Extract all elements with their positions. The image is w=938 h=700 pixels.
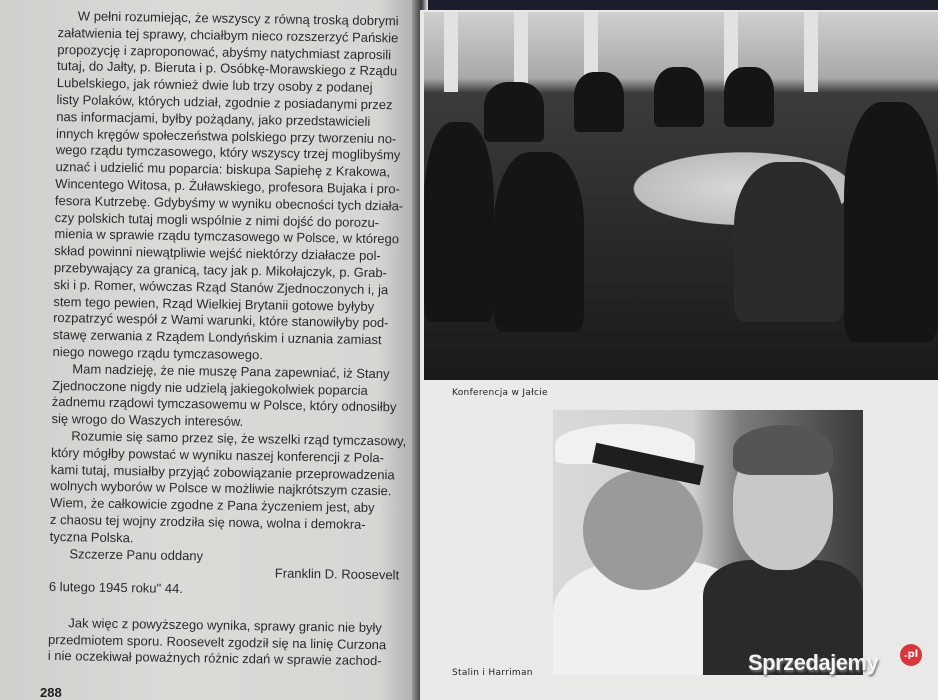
text-line: żadnemu rządowi tymczasowemu w Polsce, który odnosiłby (51, 394, 397, 415)
photo-caption-stalin-harriman: Stalin i Harriman (452, 668, 533, 678)
text-line: W pełni rozumiejąc, że wszyscy z równą troską dobrymi (77, 8, 399, 29)
photo-caption-yalta: Konferencja w Jałcie (452, 388, 548, 398)
page-number: 288 (40, 685, 62, 700)
text-line: fesora Kutrzebę. Gdybyśmy w wyniku obecności tych działa- (54, 192, 404, 214)
text-line: Szczerze Panu oddany (69, 545, 204, 563)
text-line: wego rządu tymczasowego, który wszyscy trzej moglibyśmy (55, 142, 401, 163)
text-line: listy Polaków, których udział, zgodnie z posiadanymi przez (56, 91, 393, 113)
text-line: Mam nadzieję, że nie muszę Pana zapewniać, iż Stany (72, 361, 390, 381)
text-line: mienia w sprawie rządu tymczasowego w Polsce, w którego (54, 226, 400, 247)
text-line: 6 lutego 1945 roku" 44. (48, 579, 184, 597)
text-line: Jak więc z powyższego wynika, sprawy granic nie były (68, 615, 383, 636)
text-line: stem tego pewien, Rząd Wielkiej Brytanii gotowe byłyby (53, 293, 375, 314)
photo-stalin-harriman (553, 410, 863, 675)
text-line: propozycję i zaproponować, abyśmy natychmiast zaprosili (57, 41, 392, 62)
watermark-badge: .pl (900, 644, 922, 666)
text-line: stawę zerwania z Rządem Londyńskim i uznania zamiast (52, 327, 382, 348)
text-line: kami tutaj, musiałby przyjąć zobowiązanie przeprowadzenia (50, 461, 395, 482)
text-line: z chaosu tej wojny zrodziła się nowa, wolna i demokra- (49, 511, 366, 532)
text-line: Wiem, że całkowicie zgodne z Pana życzeniem jest, aby (50, 495, 375, 516)
text-line: skład powinni niewątpliwie wejść niektórzy działacze pol- (54, 243, 381, 264)
text-line: wolnych wyborów w Polsce w możliwie najkrótszym czasie. (50, 478, 392, 499)
text-line: przebywający za granicą, tacy jak p. Mikołajczyk, p. Grab- (53, 259, 388, 281)
text-line: się wrogo do Waszych interesów. (51, 411, 244, 430)
text-line: Lubelskiego, jak również dwie lub trzy osoby z podanej (56, 75, 373, 96)
text-line: Franklin D. Roosevelt (274, 565, 400, 583)
text-line: który mógłby powstać w wyniku naszej konferencji z Pola- (50, 444, 385, 465)
text-line: Zjednoczone nigdy nie udzielą jakiegokolwiek poparcia (51, 377, 368, 398)
text-line: Wincentego Witosa, p. Żuławskiego, profesora Bujaka i pro- (55, 175, 400, 197)
text-line: nas informacjami, byłby pożądany, jako przedstawicieli (56, 108, 371, 129)
left-page (0, 0, 420, 700)
text-line: tyczna Polska. (49, 528, 134, 545)
watermark-logo: Sprzedajemy (748, 650, 879, 675)
text-line: przedmiotem sporu. Roosevelt zgodził się na linię Curzona (47, 631, 387, 652)
photo-yalta-conference (424, 12, 938, 380)
text-line: innych kręgów społeczeństwa polskiego przy tworzeniu no- (55, 125, 397, 146)
text-line: tutaj, do Jałty, p. Bieruta i p. Osóbkę-Morawskiego z Rządu (56, 58, 398, 79)
text-line: czy polskich tutaj mogli wspólnie z nimi dojść do porozu- (54, 209, 380, 230)
text-line: niego nowego rządu tymczasowego. (52, 343, 263, 363)
text-line: uznać i udzielić mu poparcia: biskupa Sapiehę z Krakowa, (55, 159, 391, 180)
body-text (48, 8, 418, 671)
text-line: i nie oczekiwał poważnych różnic zdań w sprawie zachod- (47, 648, 382, 669)
text-line: Rozumie się samo przez się, że wszelki rząd tymczasowy, (71, 428, 407, 449)
text-line: rozpatrzyć wespół z Wami warunki, które stanowiłyby pod- (53, 310, 389, 331)
text-line: załatwienia tej sprawy, chciałbym nieco rozszerzyć Pańskie (57, 24, 399, 46)
text-line: ski i p. Romer, wówczas Rząd Stanów Zjednoczonych i, ja (53, 276, 389, 297)
